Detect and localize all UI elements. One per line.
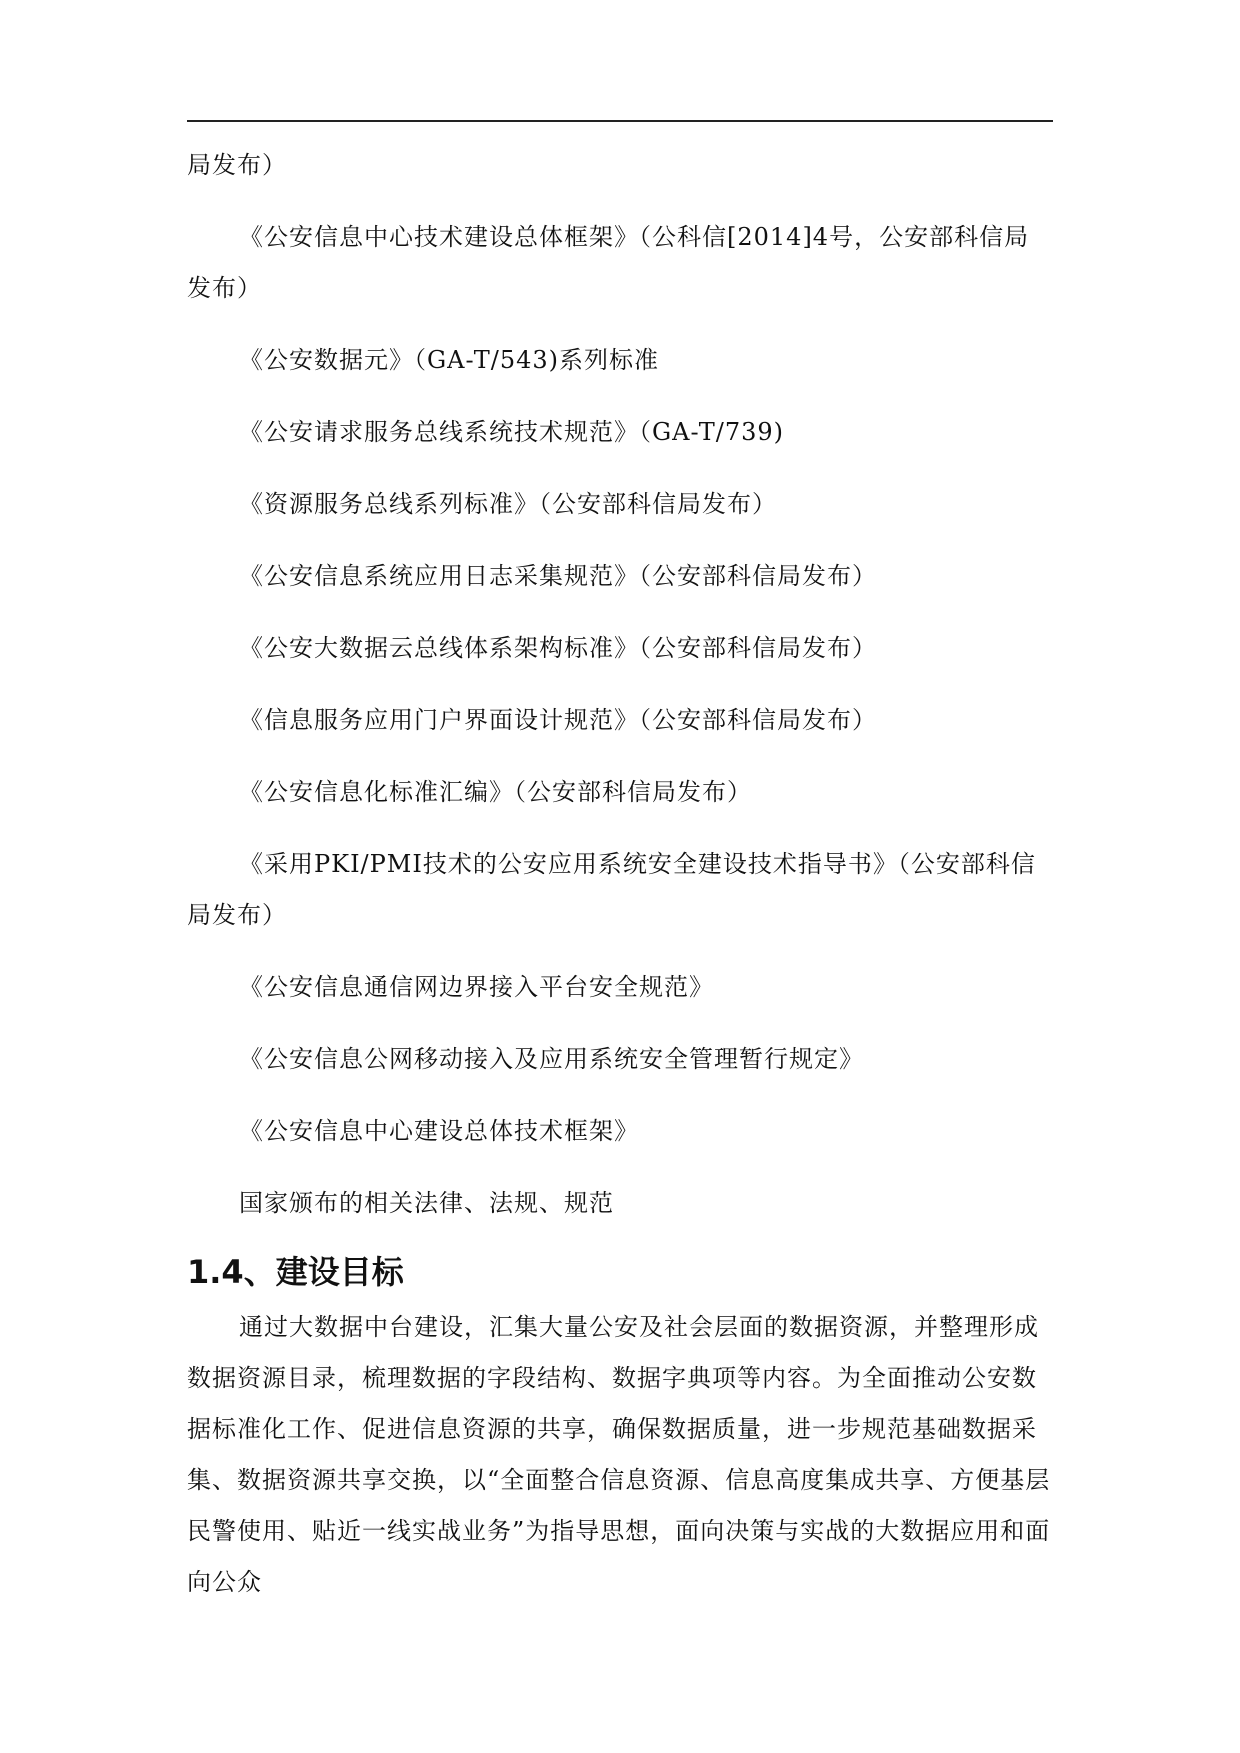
reference-item: 《信息服务应用门户界面设计规范》（公安部科信局发布） [239, 706, 877, 734]
reference-item: 《公安信息中心建设总体技术框架》 [239, 1117, 639, 1145]
reference-item: 《公安信息中心技术建设总体框架》（公科信[2014]4号，公安部科信局发布） [187, 223, 1030, 302]
reference-item: 国家颁布的相关法律、法规、规范 [239, 1189, 614, 1217]
section-heading: 1.4、建设目标 [187, 1253, 404, 1291]
reference-item: 《公安数据元》（GA-T/543)系列标准 [239, 346, 660, 374]
reference-item: 《公安请求服务总线系统技术规范》（GA-T/739) [239, 418, 785, 446]
reference-item: 《公安信息系统应用日志采集规范》（公安部科信局发布） [239, 562, 877, 590]
reference-item: 《公安信息公网移动接入及应用系统安全管理暂行规定》 [239, 1045, 864, 1073]
document-body [187, 140, 1053, 1608]
section-body: 通过大数据中台建设，汇集大量公安及社会层面的数据资源，并整理形成数据资源目录，梳理数据的字段结构、数据字典项等内容。为全面推动公安数据标准化工作、促进信息资源的共享，确保数据质量，进一步规范基础数据采集、数据资源共享交换，以“全面整合信息资源、信息高度集成共享、方便基层民警使用、贴近一线实战业务”为指导思想，面向决策与实战的大数据应用和面向公众 [187, 1313, 1051, 1596]
reference-item: 《资源服务总线系列标准》（公安部科信局发布） [239, 490, 777, 518]
reference-item: 《公安信息化标准汇编》（公安部科信局发布） [239, 778, 752, 806]
header-rule [187, 120, 1053, 122]
continuation-text: 局发布） [187, 151, 287, 179]
reference-item: 《采用PKI/PMI技术的公安应用系统安全建设技术指导书》（公安部科信局发布） [187, 850, 1036, 929]
reference-item: 《公安信息通信网边界接入平台安全规范》 [239, 973, 714, 1001]
reference-item: 《公安大数据云总线体系架构标准》（公安部科信局发布） [239, 634, 877, 662]
